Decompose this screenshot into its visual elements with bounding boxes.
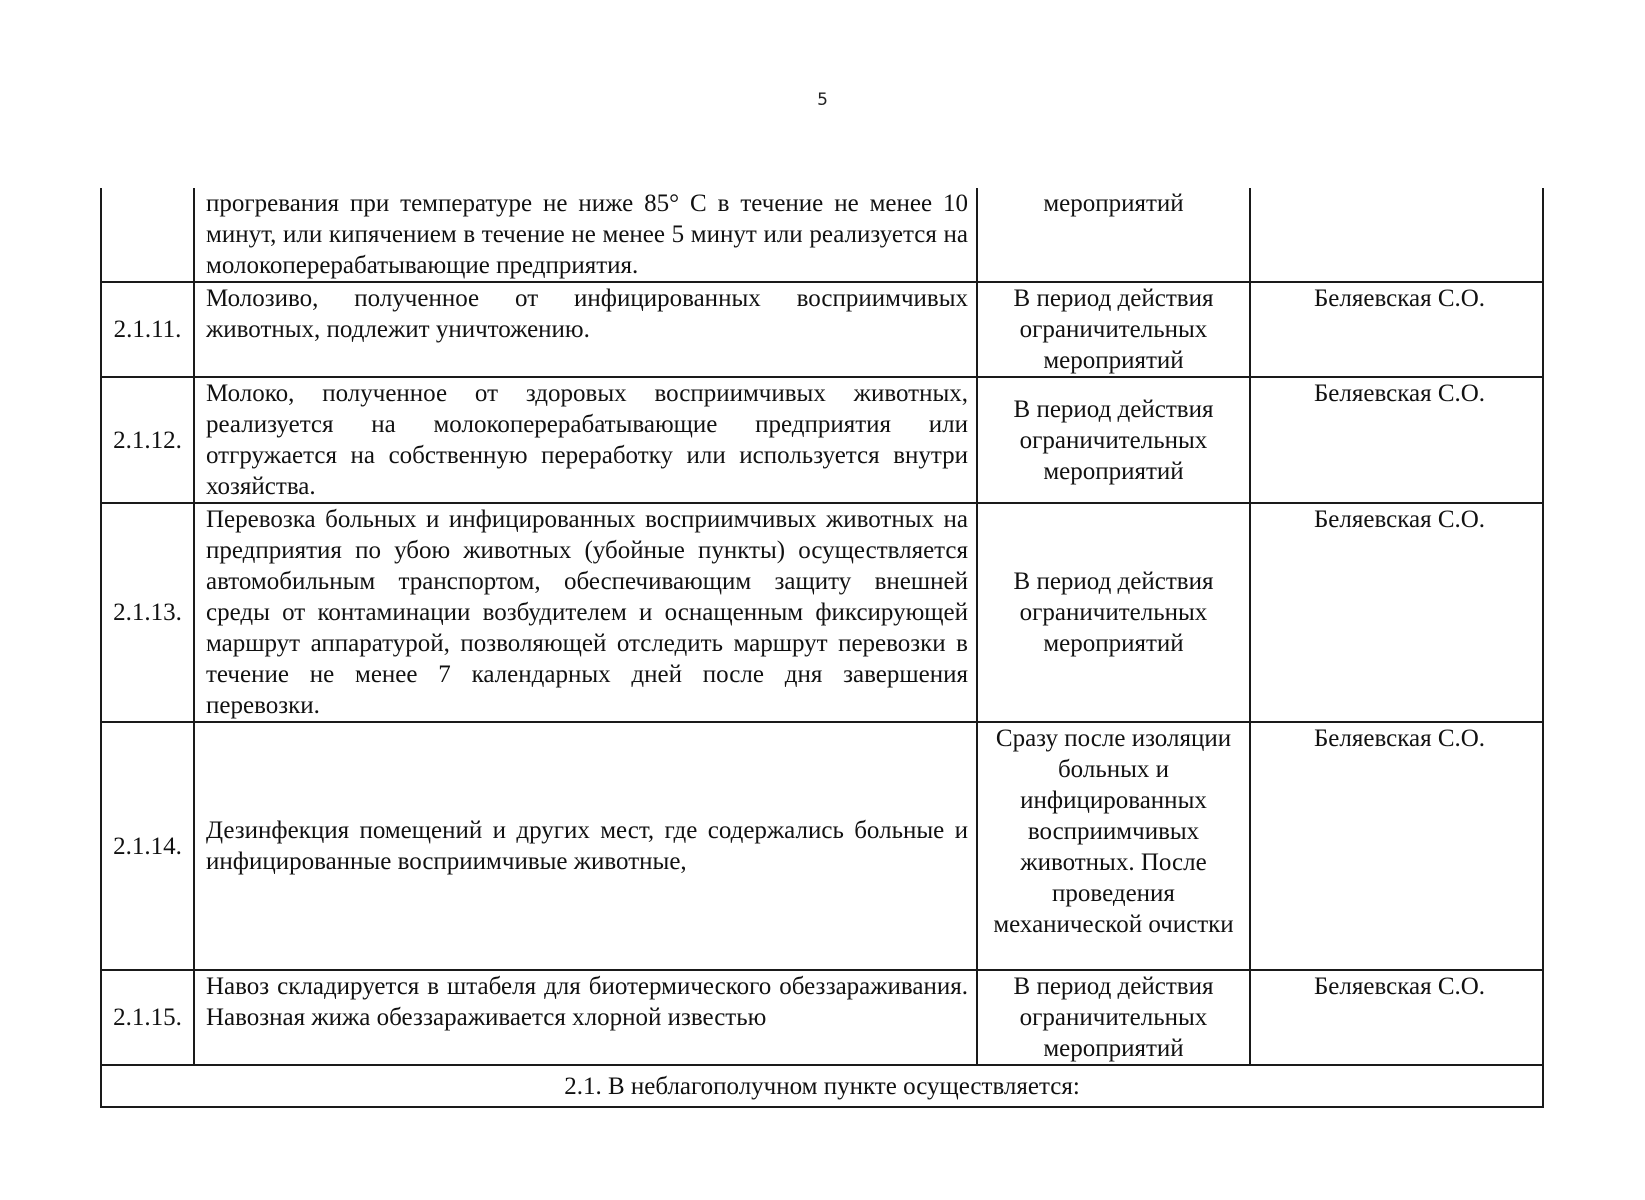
item-term-cell: В период действия ограничительных мероприятий bbox=[977, 503, 1250, 722]
table-row-2-1-11 bbox=[101, 282, 1543, 377]
item-number-cell: 2.1.12. bbox=[101, 377, 194, 503]
item-description-cell: Дезинфекция помещений и других мест, где содержались больные и инфицированные восприимчивые животные, bbox=[194, 722, 977, 970]
item-description-cell: Навоз складируется в штабеля для биотермического обеззараживания. Навозная жижа обеззараживается хлорной известью bbox=[194, 970, 977, 1065]
section-heading: 2.1. В неблагополучном пункте осуществляется: bbox=[101, 1065, 1543, 1107]
table-row-continued bbox=[101, 188, 1543, 282]
page-number: 5 bbox=[817, 90, 828, 110]
item-number-cell: 2.1.14. bbox=[101, 722, 194, 970]
item-responsible-cell: Беляевская С.О. bbox=[1250, 503, 1543, 722]
table-row-section-heading bbox=[101, 1065, 1543, 1107]
item-responsible-cell: Беляевская С.О. bbox=[1250, 282, 1543, 377]
item-responsible-cell bbox=[1250, 188, 1543, 282]
item-number-cell: 2.1.11. bbox=[101, 282, 194, 377]
item-responsible-cell: Беляевская С.О. bbox=[1250, 377, 1543, 503]
table-row-2-1-12 bbox=[101, 377, 1543, 503]
item-term-cell: В период действия ограничительных мероприятий bbox=[977, 377, 1250, 503]
measures-table bbox=[100, 188, 1544, 1108]
item-description-cell: Молоко, полученное от здоровых восприимчивых животных, реализуется на молокоперерабатывающие предприятия или отгружается на собственную переработку или используется внутри хозяйства. bbox=[194, 377, 977, 503]
item-number-cell: 2.1.13. bbox=[101, 503, 194, 722]
item-description-cell: прогревания при температуре не ниже 85° С в течение не менее 10 минут, или кипячением в течение не менее 5 минут или реализуется на молокоперерабатывающие предприятия. bbox=[194, 188, 977, 282]
item-term-cell: В период действия ограничительных мероприятий bbox=[977, 282, 1250, 377]
item-responsible-cell: Беляевская С.О. bbox=[1250, 722, 1543, 970]
item-number-cell bbox=[101, 188, 194, 282]
item-term-cell: Сразу после изоляции больных и инфицированных восприимчивых животных. После проведения механической очистки bbox=[977, 722, 1250, 970]
item-term-cell: мероприятий bbox=[977, 188, 1250, 282]
table-row-2-1-13 bbox=[101, 503, 1543, 722]
item-description-cell: Перевозка больных и инфицированных восприимчивых животных на предприятия по убою животных (убойные пункты) осуществляется автомобильным транспортом, обеспечивающим защиту внешней среды от контаминации возбудителем и оснащенным фиксирующей маршрут аппаратурой, позволяющей отследить маршрут перевозки в течение не менее 7 календарных дней после дня завершения перевозки. bbox=[194, 503, 977, 722]
table-row-2-1-15 bbox=[101, 970, 1543, 1065]
item-responsible-cell: Беляевская С.О. bbox=[1250, 970, 1543, 1065]
item-description-cell: Молозиво, полученное от инфицированных восприимчивых животных, подлежит уничтожению. bbox=[194, 282, 977, 377]
item-term-cell: В период действия ограничительных мероприятий bbox=[977, 970, 1250, 1065]
item-number-cell: 2.1.15. bbox=[101, 970, 194, 1065]
table-row-2-1-14 bbox=[101, 722, 1543, 970]
